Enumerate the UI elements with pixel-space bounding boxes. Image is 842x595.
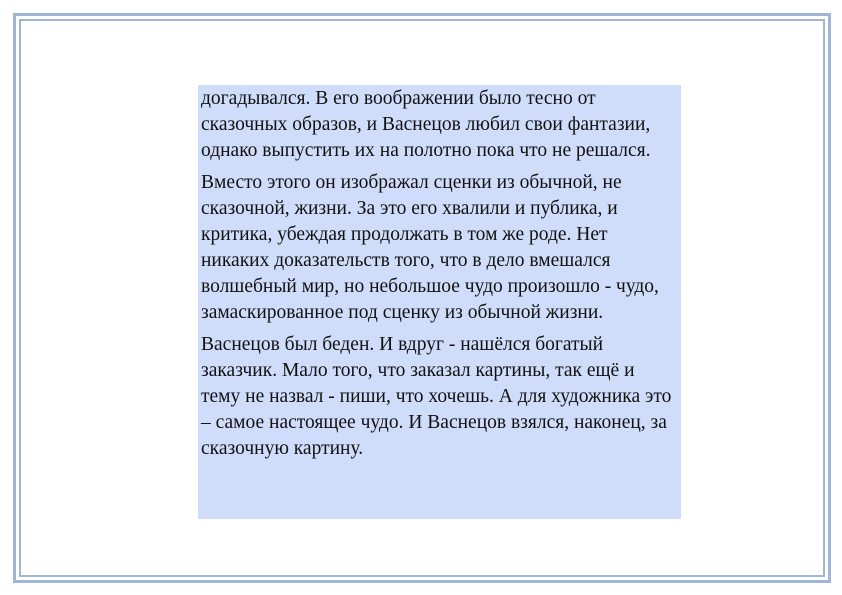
paragraph-2: Вместо этого он изображал сценки из обычной, не сказочной, жизни. За это его хвалили и публика, и критика, убеждая продолжать в том же роде. Нет никаких доказательств того, что в дело вмешался волшебный мир, но небольшое чудо произошло - чудо, замаскированное под сценку из обычной жизни. bbox=[201, 172, 659, 323]
paragraph-3: Васнецов был беден. И вдруг - нашёлся богатый заказчик. Мало того, что заказал картины, так ещё и тему не назвал - пиши, что хочешь. А для художника это – самое настоящее чудо. И Васнецов взялся, наконец, за сказочную картину. bbox=[201, 334, 672, 459]
paragraph-1: догадывался. В его воображении было тесно от сказочных образов, и Васнецов любил свои фантазии, однако выпустить их на полотно пока что не решался. bbox=[201, 88, 651, 161]
slide-text-block bbox=[198, 85, 681, 519]
